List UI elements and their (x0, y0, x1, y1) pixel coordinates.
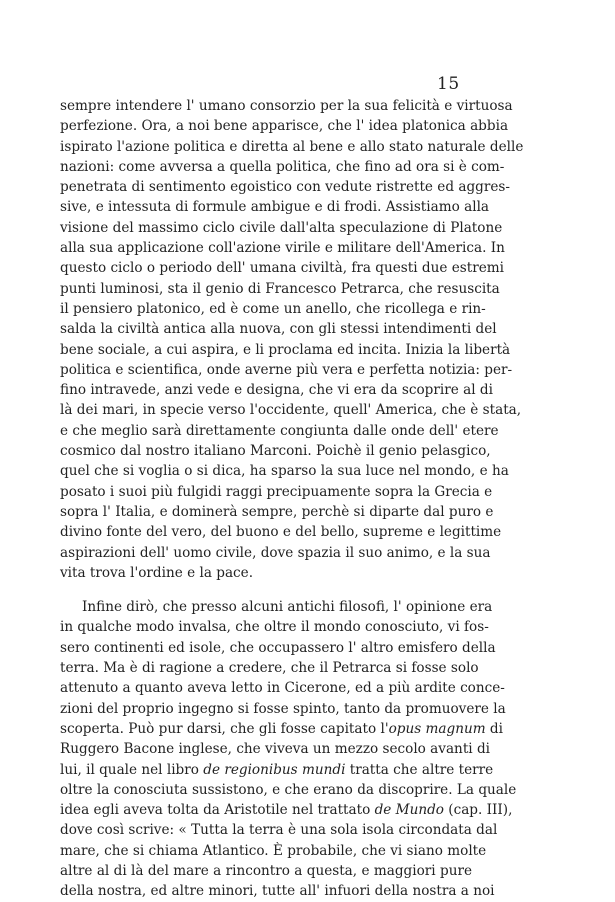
paragraph-line: sero continenti ed isole, che occupassero l' altro emisfero della (60, 639, 496, 656)
paragraph-line: mare, che si chiama Atlantico. È probabile, che vi siano molte (60, 842, 487, 859)
paragraph-line: Infine dirò, che presso alcuni antichi filosofi, l' opinione era (82, 599, 493, 616)
paragraph-line: quel che si voglia o si dica, ha sparso la sua luce nel mondo, e ha (60, 463, 509, 480)
paragraph-line: lui, il quale nel libro de regionibus mundi tratta che altre terre (60, 761, 494, 778)
paragraph-line: vita trova l'ordine e la pace. (60, 564, 254, 581)
paragraph-line: perfezione. Ora, a noi bene apparisce, che l' idea platonica abbia (60, 118, 509, 135)
paragraph-line: oltre la conosciuta sussistono, e che erano da discoprire. La quale (60, 781, 517, 798)
paragraph-line: attenuto a quanto aveva letto in Cicerone, ed a più ardite conce- (60, 680, 505, 697)
paragraph-line: punti luminosi, sta il genio di Francesco Petrarca, che resuscita (60, 280, 500, 297)
paragraph-line: scoperta. Può pur darsi, che gli fosse capitato l'opus magnum di (60, 720, 503, 737)
paragraph-line: cosmico dal nostro italiano Marconi. Poichè il genio pelasgico, (60, 443, 491, 460)
paragraph-line: sempre intendere l' umano consorzio per la sua felicità e virtuosa (60, 98, 513, 114)
paragraph-line: penetrata di sentimento egoistico con vedute ristrette ed aggres- (60, 179, 510, 196)
book-title-italic: de regionibus mundi (203, 761, 346, 778)
paragraph-line: fino intravede, anzi vede e designa, che vi era da scoprire al di (60, 382, 493, 399)
paragraph-line: della nostra, ed altre minori, tutte all' infuori della nostra a noi (60, 883, 495, 900)
paragraph-line: questo ciclo o periodo dell' umana civiltà, fra questi due estremi (60, 260, 504, 277)
paragraph-1 (60, 96, 524, 583)
paragraph-line: idea egli aveva tolta da Aristotile nel trattato de Mundo (cap. III), (60, 802, 513, 819)
paragraph-line: altre al di là del mare a rincontro a questa, e maggiori pure (60, 862, 472, 879)
paragraph-line: nazioni: come avversa a quella politica, che fino ad ora si è com- (60, 158, 505, 175)
paragraph-line: e che meglio sarà direttamente congiunta dalle onde dell' etere (60, 422, 499, 439)
paragraph-line: Ruggero Bacone inglese, che viveva un mezzo secolo avanti di (60, 741, 490, 758)
paragraph-line: divino fonte del vero, del buono e del bello, supreme e legittime (60, 524, 502, 541)
paragraph-line: aspirazioni dell' uomo civile, dove spazia il suo animo, e la sua (60, 544, 491, 561)
paragraph-line: sopra l' Italia, e dominerà sempre, perchè si diparte dal puro e (60, 503, 494, 520)
page-number: 15 (437, 74, 460, 94)
paragraph-line: bene sociale, a cui aspira, e li proclama ed incita. Inizia la libertà (60, 341, 511, 358)
paragraph-line: ispirato l'azione politica e diretta al bene e allo stato naturale delle (60, 138, 524, 155)
paragraph-line: terra. Ma è di ragione a credere, che il Petrarca si fosse solo (60, 660, 479, 677)
paragraph-line: politica e scientifica, onde averne più vera e perfetta notizia: per- (60, 361, 513, 378)
paragraph-line: in qualche modo invalsa, che oltre il mondo conosciuto, vi fos- (60, 619, 489, 636)
paragraph-line: salda la civiltà antica alla nuova, con gli stessi intendimenti del (60, 321, 497, 338)
paragraph-line: là dei mari, in specie verso l'occidente, quell' America, che è stata, (60, 402, 522, 419)
book-title-italic: opus magnum (388, 720, 486, 737)
page-text (60, 96, 524, 902)
paragraph-line: posato i suoi più fulgidi raggi precipuamente sopra la Grecia e (60, 483, 493, 500)
paragraph-line: sive, e intessuta di formule ambigue e di frodi. Assistiamo alla (60, 199, 490, 216)
paragraph-line: visione del massimo ciclo civile dall'alta speculazione di Platone (60, 219, 503, 236)
paragraph-line: zioni del proprio ingegno si fosse spinto, tanto da promuovere la (60, 700, 506, 717)
paragraph-line: alla sua applicazione coll'azione virile e militare dell'America. In (60, 240, 505, 257)
paragraph-line: il pensiero platonico, ed è come un anello, che ricollega e rin- (60, 300, 486, 317)
paragraph-2 (60, 597, 517, 901)
book-title-italic: de Mundo (374, 802, 444, 819)
paragraph-line: dove così scrive: « Tutta la terra è una sola isola circondata dal (60, 822, 498, 839)
